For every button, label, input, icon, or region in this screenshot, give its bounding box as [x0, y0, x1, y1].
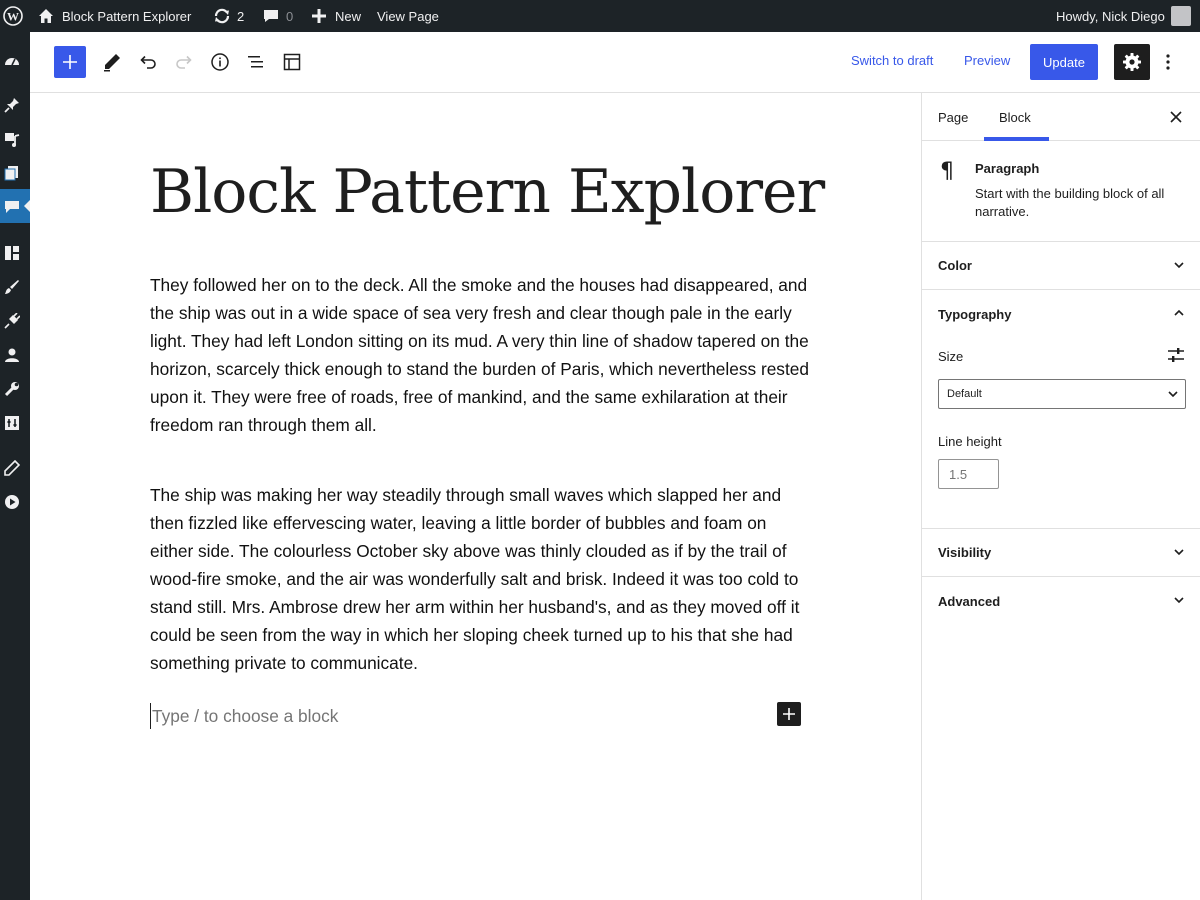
typography-panel-body	[922, 339, 1200, 529]
close-icon	[1170, 111, 1182, 123]
post-title[interactable]: Block Pattern Explorer	[150, 157, 825, 227]
chevron-down-icon	[1167, 388, 1179, 400]
details-button[interactable]	[202, 44, 238, 80]
paragraph-icon: ¶	[940, 159, 954, 184]
settings-toggle-button[interactable]	[1114, 44, 1150, 80]
empty-block-placeholder[interactable]: Type / to choose a block	[150, 703, 338, 729]
tools-button[interactable]	[94, 44, 130, 80]
svg-text:W: W	[7, 9, 19, 24]
dashboard-icon[interactable]	[3, 52, 21, 70]
typography-panel-toggle[interactable]	[922, 290, 1200, 338]
chevron-down-icon	[1173, 259, 1185, 271]
advanced-panel-toggle[interactable]	[922, 577, 1200, 625]
tools-icon[interactable]	[3, 380, 21, 398]
editor-canvas	[30, 93, 921, 900]
greeting: Howdy, Nick Diego	[1056, 8, 1165, 24]
inline-inserter-button[interactable]	[777, 702, 801, 726]
line-height-label: Line height	[938, 434, 1002, 449]
posts-pin-icon[interactable]	[3, 96, 21, 114]
media-icon[interactable]	[3, 130, 21, 148]
site-name: Block Pattern Explorer	[62, 8, 192, 24]
color-panel-title: Color	[938, 258, 972, 273]
tab-page[interactable]: Page	[938, 109, 969, 125]
avatar	[1171, 6, 1191, 26]
chevron-down-icon	[1173, 546, 1185, 558]
users-icon[interactable]	[3, 346, 21, 364]
update-button[interactable]: Update	[1030, 44, 1098, 80]
site-name-link[interactable]	[38, 0, 191, 32]
pencil-plugin-icon[interactable]	[3, 459, 21, 477]
appearance-icon[interactable]	[3, 278, 21, 296]
patterns-icon[interactable]	[3, 244, 21, 262]
home-icon	[38, 8, 54, 24]
chevron-down-icon	[1173, 594, 1185, 606]
gear-icon	[1122, 52, 1142, 72]
block-inserter-button[interactable]	[54, 46, 86, 78]
comment-icon	[262, 8, 280, 24]
list-view-icon	[246, 52, 266, 72]
sidebar-tabs	[922, 93, 1200, 141]
editor-header	[30, 32, 1200, 93]
block-card-title: Paragraph	[975, 161, 1040, 176]
pencil-icon	[102, 52, 122, 72]
block-card	[922, 141, 1200, 242]
switch-to-draft-button[interactable]: Switch to draft	[851, 53, 934, 68]
color-panel-toggle[interactable]	[922, 242, 1200, 290]
tab-block[interactable]: Block	[999, 109, 1031, 125]
view-page-label: View Page	[377, 8, 439, 24]
typography-panel-title: Typography	[938, 306, 1012, 322]
paragraph-block[interactable]: They followed her on to the deck. All the smoke and the houses had disappeared, and the ship was out in a wide space of sea very fresh and clear though pale in the early light. They had left London sitting on its mud. A very thin line of shadow tapered on the horizon, scarcely thick enough to stand the burden of Paris, which nevertheless rested upon it. They were free of roads, free of mankind, and the same exhilaration at their freedom ran through them all.	[150, 275, 809, 435]
visibility-panel-title: Visibility	[938, 545, 992, 560]
line-height-input[interactable]: 1.5	[938, 459, 999, 489]
visibility-panel-toggle[interactable]	[922, 529, 1200, 577]
admin-menu	[0, 32, 30, 900]
block-card-description: Start with the building block of all narrative.	[975, 186, 1165, 219]
info-icon	[210, 52, 230, 72]
plus-icon	[783, 708, 795, 720]
plugins-icon[interactable]	[3, 312, 21, 330]
wordpress-logo-icon[interactable]	[3, 0, 23, 32]
account-menu[interactable]	[1056, 0, 1191, 32]
close-sidebar-button[interactable]	[1166, 107, 1186, 127]
new-label: New	[335, 8, 362, 24]
template-button[interactable]	[274, 44, 310, 80]
font-size-value: Default	[947, 388, 982, 400]
paragraph-block[interactable]: The ship was making her way steadily through small waves which slapped her and then fizzled like effervescing water, leaving a little border of bubbles and foam on either side. The colourless October sky above was thinly clouded as if by the trail of wood-fire smoke, and the air was wonderfully salt and brisk. Indeed it was too cold to stand still. Mrs. Ambrose drew her arm within her husband's, and as they moved off it could be seen from the way in which her sloping cheek turned up to his that she had something private to communicate.	[150, 485, 800, 673]
redo-button[interactable]	[166, 44, 202, 80]
custom-size-settings-icon[interactable]	[1166, 345, 1186, 365]
comments-icon[interactable]	[3, 198, 21, 216]
undo-icon	[138, 52, 158, 72]
vertical-ellipsis-icon	[1166, 54, 1170, 70]
plus-icon	[63, 55, 77, 69]
updates-link[interactable]	[213, 0, 244, 32]
media-play-icon[interactable]	[3, 493, 21, 511]
settings-sidebar	[921, 93, 1200, 900]
plus-icon	[312, 9, 326, 23]
new-link[interactable]	[312, 0, 361, 32]
comments-link[interactable]	[262, 0, 293, 32]
updates-count: 2	[237, 8, 245, 24]
size-label: Size	[938, 349, 964, 364]
preview-button[interactable]: Preview	[964, 53, 1011, 68]
redo-icon	[174, 52, 194, 72]
undo-button[interactable]	[130, 44, 166, 80]
layout-icon	[282, 52, 302, 72]
chevron-up-icon	[1173, 307, 1185, 319]
admin-bar	[0, 0, 1200, 32]
font-size-select[interactable]	[938, 379, 1186, 409]
advanced-panel-title: Advanced	[938, 593, 1001, 609]
more-options-button[interactable]	[1156, 44, 1180, 80]
list-view-button[interactable]	[238, 44, 274, 80]
settings-icon[interactable]	[3, 414, 21, 432]
view-page-link[interactable]	[377, 0, 439, 32]
updates-icon	[213, 8, 231, 24]
comments-count: 0	[286, 8, 294, 24]
pages-icon[interactable]	[3, 164, 21, 182]
